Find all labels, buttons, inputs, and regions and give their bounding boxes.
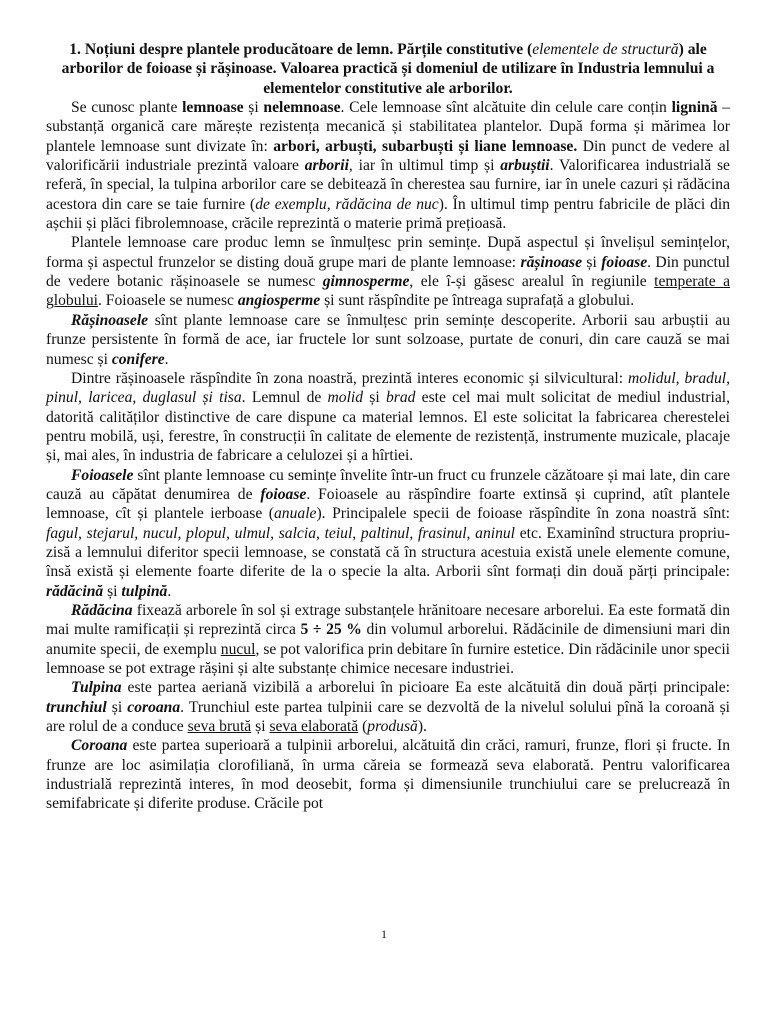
text-run: ). [417,718,427,736]
bold-text: nelemnoase [263,99,341,117]
paragraph-7 [46,678,730,736]
bold-italic-term: Tulpina [71,679,122,697]
underlined-text: temperate a globului [46,273,730,310]
bold-italic-term: Rășinoasele [71,311,149,329]
italic-text: molidul, bradul, pinul, laricea, duglasul și tisa [46,369,730,407]
text-run: și [251,718,270,736]
text-run: este partea superioară a tulpinii arborelui, alcătuită din crăci, ramuri, frunze, flori și fructe. In frunze are loc asimilația clorofiliană, în urma căreia se formează seva elaborată. Pentru valorificarea industrială reprezintă interes, în mod deosebit, forma și dimensiunile trunchiului care se prelucrează în semifabricate și diferite produse. Crăcile pot [46,737,730,813]
text-run: Din punct de vedere al valorificării industriale prezintă valoare [46,137,731,175]
text-run: sînt plante lemnoase care se înmulțesc prin semințe descoperite. Arborii sau arbuștii au frunze persistente în formă de ace, iar fructele lor sunt solzoase, purtate de conuri, din care cauză se mai numesc și [46,311,730,368]
bold-italic-term: coroana [127,698,181,716]
text-run: , ele î-și găsesc arealul în regiunile [409,273,655,291]
text-run: ). În ultimul timp pentru fabricile de plăci din așchii și plăci fibrolemnoase, crăcile reprezintă o materie primă prețioasă. [46,195,731,233]
text-run: – substanță organică care mărește rezistența mecanică și stabilitatea plantelor. După forma și mărimea lor plantele lemnoase sunt divizate în: [46,99,730,155]
bold-italic-term: foioase [260,485,307,503]
text-run: . Lemnul de [241,389,328,407]
bold-italic-term: Rădăcina [71,601,133,619]
text-run: Dintre rășinoasele răspîndite în zona noastră, prezintă interes economic și silvicultural: [71,369,629,387]
text-run: Plantele lemnoase care produc lemn se înmulțesc prin semințe. După aspectul și învelișul semințelor, forma și aspectul frunzelor se disting două grupe mari de plante lemnoase: [46,234,730,271]
bold-italic-term: rădăcină [46,582,104,600]
paragraph-6 [46,601,730,678]
bold-italic-term: gimnosperme [322,273,410,291]
section-title [46,40,730,98]
text-run: și [582,253,602,271]
text-run: și [363,389,386,407]
italic-text: produsă [367,718,418,736]
paragraph-8 [46,736,730,813]
bold-italic-term: Coroana [71,737,128,755]
paragraph-2 [46,233,730,310]
text-run: Se cunosc plante [71,99,183,117]
italic-text: fagul, stejarul, nucul, plopul, ulmul, salcia, teiul, paltinul, frasinul, aninul [46,524,516,542]
bold-text: 5 ÷ 25 % [300,621,362,639]
title-part-3: ) ale arborilor de foioase și rășinoase. Valoarea practică și domeniul de utilizare în Industria lemnului a elementelor constitutive ale arborilor. [61,41,715,97]
text-run: și [243,99,264,117]
bold-italic-term: conifere [111,350,165,368]
text-run: . Din punctul de vedere botanic rășinoasele se numesc [46,253,730,291]
italic-text: brad [385,389,416,407]
text-run: sînt plante lemnoase cu semințe învelite într-un fruct cu frunzele căzătoare și mai late, din care cauză au căpătat denumirea de [46,466,730,503]
bold-italic-term: Foioasele [71,466,134,484]
paragraph-3 [46,311,730,369]
underlined-text: seva elaborată [269,718,359,736]
text-run: . Trunchiul este partea tulpinii care se dezvoltă de la nivelul solului pînă la coroană și are rolul de a conduce [46,698,730,736]
bold-italic-term: arbuștii [500,157,550,175]
text-run: , iar în ultimul timp și [348,157,501,175]
paragraph-4 [46,369,730,466]
italic-text: de exemplu, rădăcina de nuc [255,195,439,213]
bold-text: lignină [671,99,718,117]
bold-italic-term: angiosperme [237,292,321,310]
bold-italic-term: rășinoase [520,253,583,271]
text-run: este partea aeriană vizibilă a arborelui în picioare Ea este alcătuită din două părți principale: [121,679,730,697]
underlined-text: seva brută [187,718,252,736]
text-run: și [103,582,122,600]
text-run: este cel mai mult solicitat de mediul industrial, datorită calităților distinctive de care dispune ca material lemnos. El este solicitat la fabricarea cherestelei pentru mobilă, uși, ferestre, în construcții în calitate de elemente de rezistență, instrumente muzicale, placaje și, mai ales, în industria de fabricare a celulozei și a hîrtiei. [46,389,731,465]
bold-italic-term: tulpină [121,582,168,600]
bold-italic-term: trunchiul [46,698,107,716]
paragraph-5 [46,466,730,601]
text-run: etc. Examinînd structura propriu-zisă a lemnului diferitor specii lemnoase, se constată că în structura acestuia există unele elemente comune, însă există și elemente foarte diferite de la o specie la alta. Arborii sînt formați din două părți principale: [46,524,730,581]
bold-text: arbori, arbuști, subarbuști și liane lemnoase. [273,137,578,155]
page-number: 1 [381,927,387,941]
text-run: . [164,350,169,368]
paragraph-1 [46,98,730,233]
text-run: . Cele lemnoase sînt alcătuite din celule care conțin [340,99,672,117]
italic-text: molid [327,389,364,407]
text-run: din volumul arborelui. Rădăcinile de dimensiuni mari din anumite specii, de exemplu [46,621,730,658]
bold-text: lemnoase [182,99,244,117]
text-run: . Valorificarea industrială se referă, în special, la tulpina arborilor care se debitează în cherestea sau furnire, iar în unele cazuri și rădăcina acestora din care se taie furnire ( [46,157,730,213]
text-run: ). Principalele specii de foioase răspîndite în zona noastră sînt: [316,505,730,523]
title-part-1: 1. Noțiuni despre plantele producătoare de lemn. Părțile constitutive ( [69,41,533,58]
text-run: fixează arborele în sol și extrage substanțele hrănitoare necesare arborelui. Ea este formată din mai multe ramificații și reprezintă circa [46,601,730,639]
text-run: și [106,698,128,716]
text-run: . Foioasele se numesc [97,292,238,310]
bold-italic-term: foioase [601,253,648,271]
text-run: ( [358,718,368,736]
text-run: , se pot valorifica prin debitare în furnire estetice. Din rădăcinile unor specii lemnoase se pot extrage rășini și alte substanțe chimice necesare industriei. [46,640,730,677]
text-run: și sunt răspîndite pe întreaga suprafață a globului. [320,292,635,310]
text-run: . Foioasele au răspîndire foarte extinsă și cuprind, atît plantele lemnoase, cît și plantele ierboase ( [46,485,730,523]
title-part-2-italic: elementele de structură [532,41,679,58]
text-run: . [167,582,172,600]
bold-italic-term: arborii [304,157,349,175]
italic-text: anuale [274,505,317,523]
underlined-text: nucul [220,640,256,658]
